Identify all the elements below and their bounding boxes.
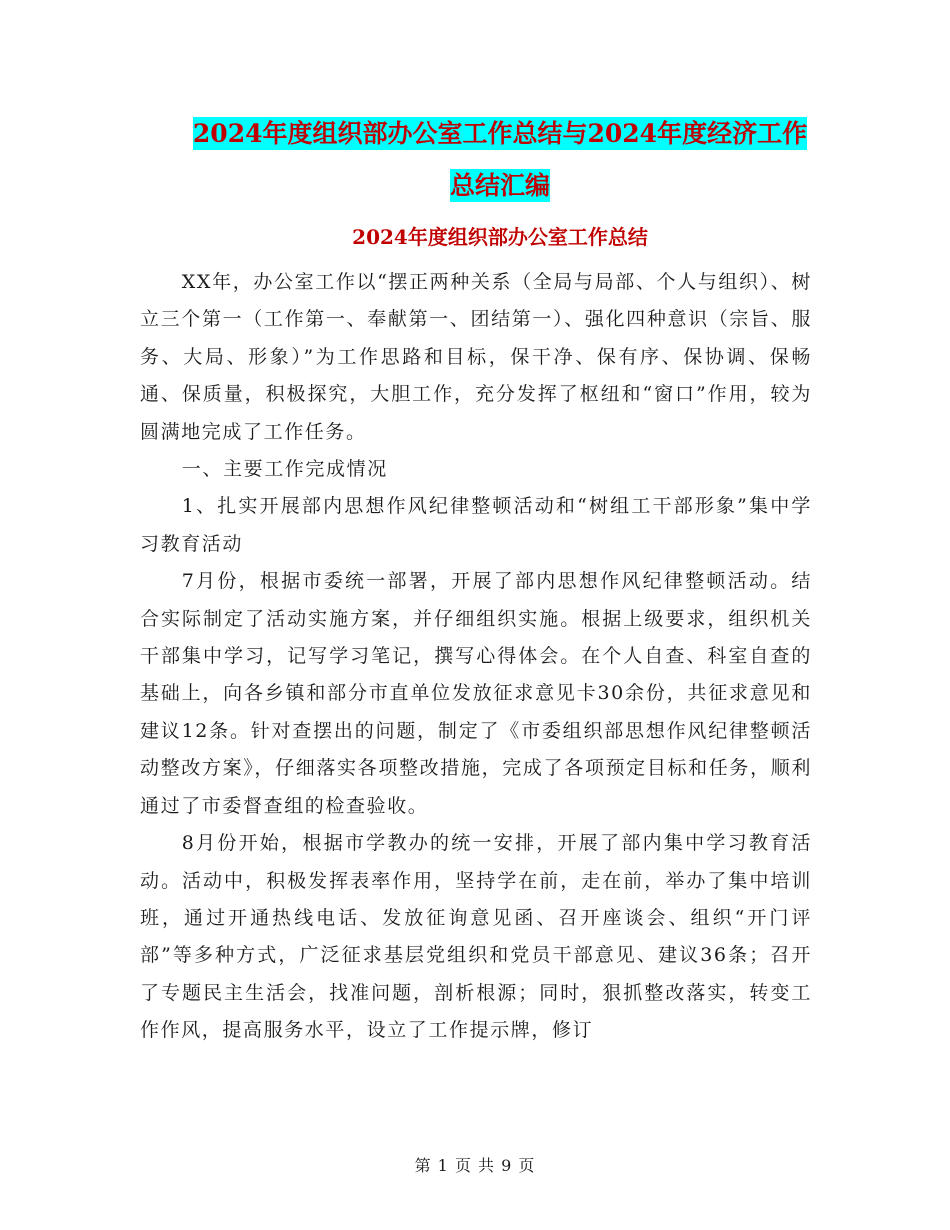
document-body [140, 264, 812, 1050]
document-title-line-1: 2024年度组织部办公室工作总结与2024年度经济工作 [192, 119, 808, 148]
document-title-line-2: 总结汇编 [449, 171, 550, 200]
document-title [140, 108, 860, 212]
paragraph-july: 7月份，根据市委统一部署，开展了部内思想作风纪律整顿活动。结合实际制定了活动实施方案，并仔细组织实施。根据上级要求，组织机关干部集中学习，记写学习笔记，撰写心得体会。在个人自查、科室自查的基础上，向各乡镇和部分市直单位发放征求意见卡30余份，共征求意见和建议12条。针对查摆出的问题，制定了《市委组织部思想作风纪律整顿活动整改方案》，仔细落实各项整改措施，完成了各项预定目标和任务，顺利通过了市委督查组的检查验收。 [140, 570, 812, 817]
page-footer: 第 1 页 共 9 页 [414, 1156, 536, 1175]
paragraph-heading-1: 一、主要工作完成情况 [181, 458, 388, 481]
paragraph-intro: XX年，办公室工作以“摆正两种关系（全局与局部、个人与组织）、树立三个第一（工作第一、奉献第一、团结第一）、强化四种意识（宗旨、服务、大局、形象）”为工作思路和目标，保干净、保有序、保协调、保畅通、保质量，积极探究，大胆工作，充分发挥了枢纽和“窗口”作用，较为圆满地完成了工作任务。 [140, 271, 812, 443]
section-title: 2024年度组织部办公室工作总结 [352, 225, 648, 249]
paragraph-august: 8月份开始，根据市学教办的统一安排，开展了部内集中学习教育活动。活动中，积极发挥表率作用，坚持学在前，走在前，举办了集中培训班，通过开通热线电话、发放征询意见函、召开座谈会、组织“开门评部”等多种方式，广泛征求基层党组织和党员干部意见、建议36条；召开了专题民主生活会，找准问题，剖析根源；同时，狠抓整改落实，转变工作作风，提高服务水平，设立了工作提示牌，修订 [140, 832, 812, 1042]
paragraph-subheading-1: 1、扎实开展部内思想作风纪律整顿活动和“树组工干部形象”集中学习教育活动 [140, 495, 812, 555]
